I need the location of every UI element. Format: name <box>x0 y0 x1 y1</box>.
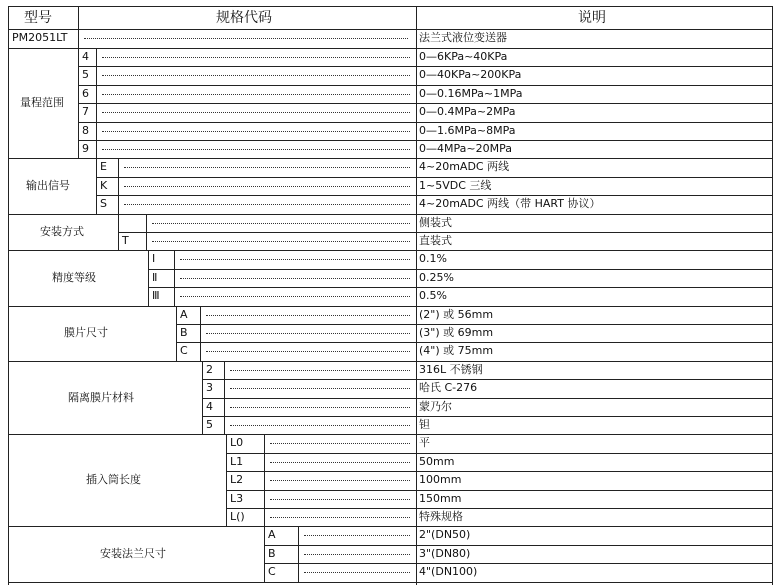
category-label: 隔离膜片材料 <box>68 390 134 404</box>
dotted-leader <box>270 508 410 526</box>
dotted-leader <box>102 48 410 66</box>
desc-cell: 4~20mADC 两线 <box>419 160 510 174</box>
desc-cell: 哈氏 C-276 <box>419 381 478 395</box>
category-label: 安装方式 <box>40 225 84 238</box>
table-border-right <box>772 6 773 585</box>
code-cell: L2 <box>230 473 244 487</box>
dotted-leader <box>206 306 410 324</box>
code-cell: B <box>268 546 276 560</box>
desc-cell: (2") 或 56mm <box>419 307 494 321</box>
code-cell: Ⅱ <box>152 270 158 284</box>
model-code: PM2051LT <box>12 31 68 44</box>
category-label: 精度等级 <box>52 271 96 284</box>
code-cell: K <box>100 178 108 192</box>
code-divider <box>264 434 265 526</box>
dotted-leader <box>124 195 410 213</box>
category-label: 膜片尺寸 <box>64 326 108 340</box>
code-cell: 5 <box>206 418 213 431</box>
desc-cell: 0—0.16MPa~1MPa <box>419 86 523 100</box>
code-cell: 3 <box>206 381 213 395</box>
code-cell: 8 <box>82 123 89 137</box>
desc-cell: 4"(DN100) <box>419 565 478 579</box>
code-cell: 9 <box>82 142 89 155</box>
dotted-leader <box>102 85 410 103</box>
code-cell: 7 <box>82 105 89 119</box>
desc-cell: (4") 或 75mm <box>419 344 494 358</box>
desc-cell: 100mm <box>419 473 462 487</box>
dotted-leader <box>270 490 410 508</box>
dotted-leader <box>270 434 410 452</box>
model-column-divider <box>78 6 79 48</box>
code-divider <box>200 306 201 361</box>
code-cell: L3 <box>230 491 244 505</box>
code-cell: L0 <box>230 436 244 450</box>
category-divider <box>96 158 97 213</box>
code-cell: T <box>122 234 129 247</box>
dotted-leader <box>206 342 410 360</box>
dotted-leader <box>230 398 410 416</box>
desc-cell: 4~20mADC 两线（带 HART 协议） <box>419 197 601 211</box>
code-cell: E <box>100 160 107 174</box>
code-cell: L() <box>230 510 245 523</box>
dotted-leader <box>152 232 410 250</box>
desc-cell: 侧装式 <box>419 215 452 229</box>
dotted-leader <box>152 214 410 232</box>
code-cell: A <box>268 528 276 542</box>
category-divider <box>176 306 177 361</box>
code-cell: 5 <box>82 68 89 82</box>
dotted-leader <box>84 29 408 47</box>
category-label: 输出信号 <box>26 179 70 192</box>
category-label: 安装法兰尺寸 <box>100 547 166 560</box>
code-cell: 4 <box>82 50 89 63</box>
dotted-leader <box>102 66 410 84</box>
category-divider <box>264 526 265 581</box>
desc-cell: 0.1% <box>419 252 447 266</box>
desc-cell: 0—0.4MPa~2MPa <box>419 105 516 119</box>
desc-cell: 直装式 <box>419 234 452 247</box>
code-divider <box>118 158 119 213</box>
dotted-leader <box>180 287 410 305</box>
category-label: 插入筒长度 <box>86 473 141 487</box>
table-border-left <box>8 6 9 585</box>
desc-cell: 特殊规格 <box>419 510 463 523</box>
dotted-leader <box>270 453 410 471</box>
desc-cell: 0.25% <box>419 270 454 284</box>
desc-cell: 50mm <box>419 454 455 468</box>
dotted-leader <box>124 158 410 176</box>
model-desc: 法兰式液位变送器 <box>419 31 507 44</box>
desc-cell: 3"(DN80) <box>419 546 471 560</box>
dotted-leader <box>230 361 410 379</box>
desc-cell: 0.5% <box>419 289 447 303</box>
dotted-leader <box>124 177 410 195</box>
desc-column-divider <box>416 6 417 585</box>
desc-cell: 平 <box>419 436 430 450</box>
desc-cell: 2"(DN50) <box>419 528 471 542</box>
header-model: 型号 <box>24 10 52 26</box>
desc-cell: 蒙乃尔 <box>419 399 452 413</box>
desc-cell: 0—4MPa~20MPa <box>419 142 512 155</box>
group-bottom-rule <box>8 582 772 583</box>
dotted-leader <box>304 545 410 563</box>
code-divider <box>298 526 299 581</box>
code-cell: L1 <box>230 454 244 468</box>
code-cell: 6 <box>82 86 89 100</box>
code-cell: B <box>180 326 188 339</box>
dotted-leader <box>270 471 410 489</box>
code-divider <box>174 250 175 305</box>
code-cell: 4 <box>206 399 213 413</box>
code-cell: C <box>268 565 276 579</box>
dotted-leader <box>102 103 410 121</box>
dotted-leader <box>230 416 410 434</box>
code-cell: A <box>180 307 188 321</box>
category-divider <box>148 250 149 305</box>
code-cell: Ⅰ <box>152 252 156 266</box>
desc-cell: 1~5VDC 三线 <box>419 178 492 192</box>
header-desc: 说明 <box>578 10 606 26</box>
dotted-leader <box>180 250 410 268</box>
dotted-leader <box>180 269 410 287</box>
category-label: 量程范围 <box>20 96 64 110</box>
desc-cell: 0—1.6MPa~8MPa <box>419 123 516 137</box>
dotted-leader <box>304 526 410 544</box>
dotted-leader <box>102 122 410 140</box>
desc-cell: 316L 不锈钢 <box>419 362 483 376</box>
dotted-leader <box>102 140 410 158</box>
desc-cell: (3") 或 69mm <box>419 326 494 339</box>
code-cell: S <box>100 197 107 211</box>
desc-cell: 0—40KPa~200KPa <box>419 68 522 82</box>
category-divider <box>226 434 227 526</box>
code-cell: C <box>180 344 188 358</box>
code-cell: Ⅲ <box>152 289 160 303</box>
dotted-leader <box>206 324 410 342</box>
code-cell: 2 <box>206 362 213 376</box>
table-border-top <box>8 6 772 7</box>
header-code: 规格代码 <box>216 10 272 26</box>
desc-cell: 150mm <box>419 491 462 505</box>
desc-cell: 钽 <box>419 418 430 431</box>
dotted-leader <box>304 563 410 581</box>
desc-cell: 0—6KPa~40KPa <box>419 50 508 63</box>
dotted-leader <box>230 379 410 397</box>
